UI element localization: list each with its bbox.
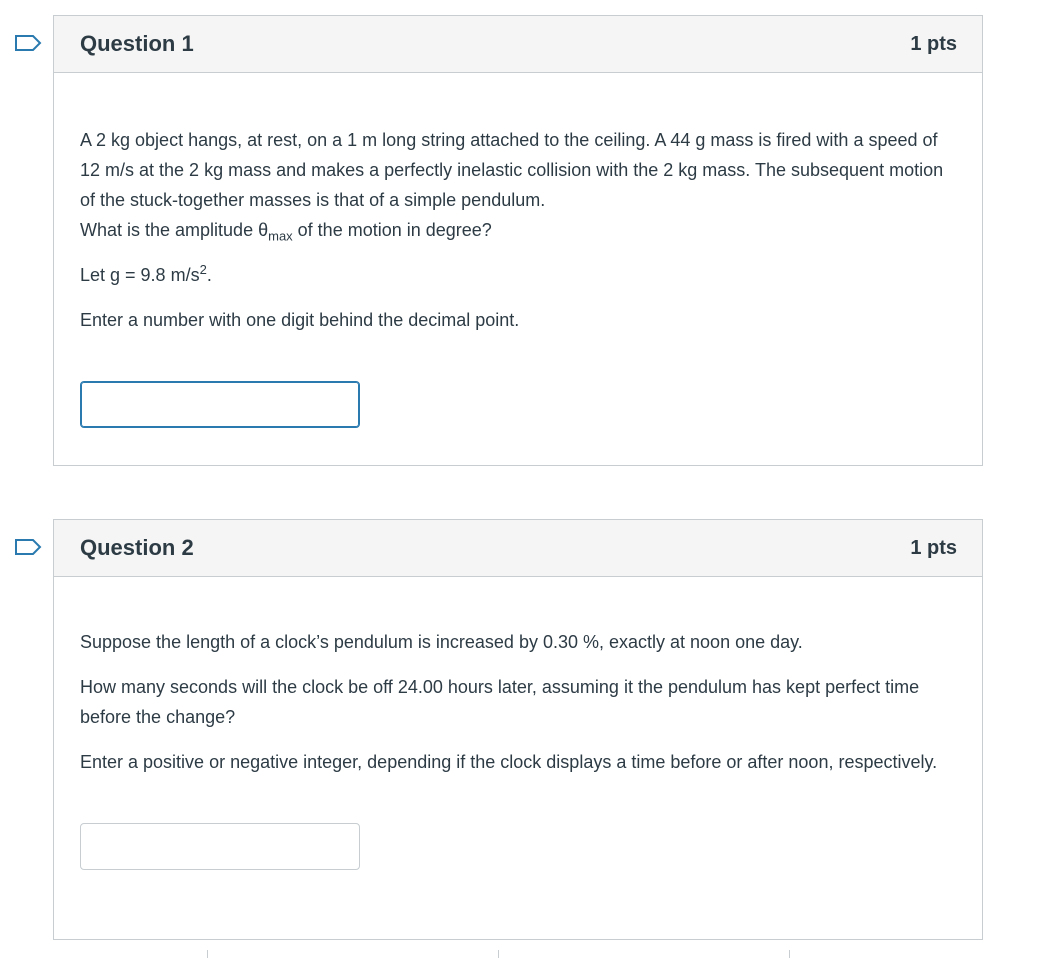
- question-1-card: [53, 15, 983, 466]
- answer-instruction: Enter a number with one digit behind the decimal point.: [80, 310, 520, 330]
- exponent: 2: [199, 262, 207, 277]
- question-header: [54, 520, 982, 577]
- answer-instruction: Enter a positive or negative integer, depending if the clock displays a time before or after noon, respectively.: [80, 752, 938, 772]
- question-header: [54, 16, 982, 73]
- theta-subscript: max: [268, 228, 293, 244]
- flag-question-icon[interactable]: [14, 34, 42, 52]
- question-prompt-suffix: of the motion in degree?: [292, 220, 492, 240]
- given-text: Let g = 9.8 m/s: [80, 265, 200, 285]
- question-points: 1 pts: [910, 536, 957, 559]
- question-points: 1 pts: [910, 32, 957, 55]
- answer-input[interactable]: [80, 823, 360, 870]
- question-text: [54, 627, 982, 870]
- question-paragraph: Suppose the length of a clock’s pendulum is increased by 0.30 %, exactly at noon one day.: [80, 632, 803, 652]
- divider-tick: [498, 950, 499, 958]
- question-2-card: [53, 519, 983, 940]
- answer-input[interactable]: [80, 381, 360, 428]
- divider-tick: [789, 950, 790, 958]
- question-prompt: What is the amplitude θ: [80, 220, 269, 240]
- question-title: Question 2: [80, 535, 194, 560]
- question-title: Question 1: [80, 31, 194, 56]
- given-suffix: .: [206, 265, 212, 285]
- divider-tick: [207, 950, 208, 958]
- question-stem: A 2 kg object hangs, at rest, on a 1 m long string attached to the ceiling. A 44 g mass is fired with a speed of 12 m/s at the 2 kg mass and makes a perfectly inelastic collision with the 2 kg mass. The subsequent motion of the stuck-together masses is that of a simple pendulum.: [80, 130, 944, 210]
- question-text: [54, 125, 982, 428]
- given-value: [80, 260, 956, 290]
- flag-question-icon[interactable]: [14, 538, 42, 556]
- question-paragraph: [80, 125, 956, 245]
- question-paragraph: How many seconds will the clock be off 24.00 hours later, assuming it the pendulum has kept perfect time before the change?: [80, 677, 920, 727]
